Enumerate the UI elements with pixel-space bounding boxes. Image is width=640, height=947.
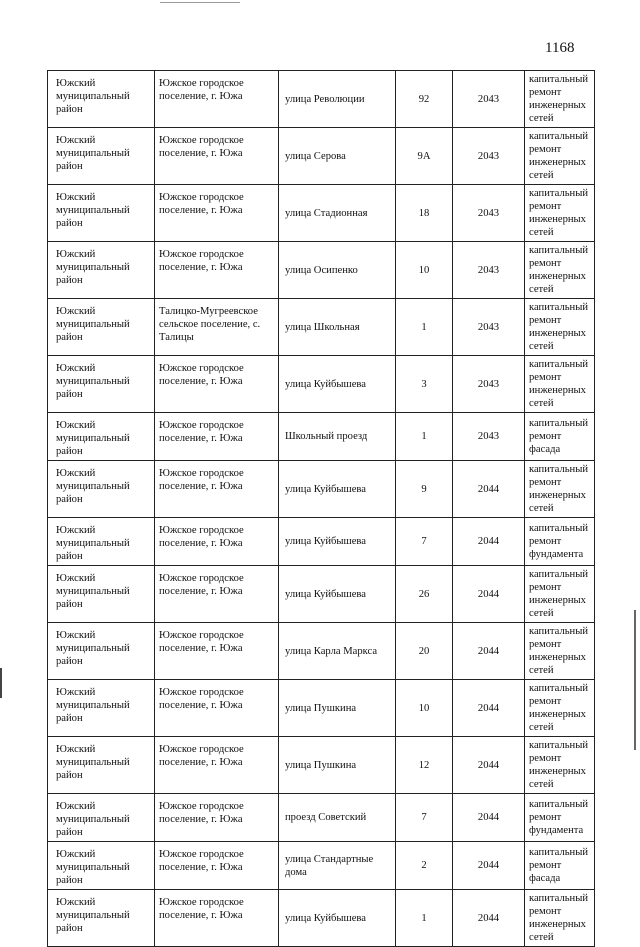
work-type-cell: капитальный ремонт инженерных сетей <box>525 185 595 242</box>
house-number-cell: 3 <box>396 356 453 413</box>
work-type-cell: капитальный ремонт фундамента <box>525 518 595 566</box>
settlement-cell: Южское городское поселение, г. Южа <box>155 737 279 794</box>
house-number-cell: 2 <box>396 842 453 890</box>
year-cell: 2043 <box>453 356 525 413</box>
settlement-cell: Южское городское поселение, г. Южа <box>155 842 279 890</box>
settlement-cell: Южское городское поселение, г. Южа <box>155 413 279 461</box>
street-cell: улица Стандартные дома <box>279 842 396 890</box>
street-cell: улица Революции <box>279 71 396 128</box>
page-number: 1168 <box>545 40 575 56</box>
district-cell: Южский муниципальный район <box>48 413 155 461</box>
district-cell: Южский муниципальный район <box>48 185 155 242</box>
work-type-cell: капитальный ремонт инженерных сетей <box>525 71 595 128</box>
street-cell: улица Куйбышева <box>279 566 396 623</box>
house-number-cell: 1 <box>396 299 453 356</box>
work-type-cell: капитальный ремонт инженерных сетей <box>525 461 595 518</box>
street-cell: улица Осипенко <box>279 242 396 299</box>
district-cell: Южский муниципальный район <box>48 842 155 890</box>
year-cell: 2044 <box>453 737 525 794</box>
settlement-cell: Южское городское поселение, г. Южа <box>155 680 279 737</box>
work-type-cell: капитальный ремонт инженерных сетей <box>525 890 595 947</box>
house-number-cell: 9 <box>396 461 453 518</box>
district-cell: Южский муниципальный район <box>48 71 155 128</box>
settlement-cell: Южское городское поселение, г. Южа <box>155 356 279 413</box>
street-cell: улица Школьная <box>279 299 396 356</box>
settlement-cell: Южское городское поселение, г. Южа <box>155 890 279 947</box>
table-row <box>48 299 595 356</box>
work-type-cell: капитальный ремонт фундамента <box>525 794 595 842</box>
scan-artifact-top <box>160 2 240 3</box>
year-cell: 2044 <box>453 794 525 842</box>
work-type-cell: капитальный ремонт инженерных сетей <box>525 242 595 299</box>
settlement-cell: Южское городское поселение, г. Южа <box>155 794 279 842</box>
settlement-cell: Южское городское поселение, г. Южа <box>155 461 279 518</box>
table-row <box>48 413 595 461</box>
house-number-cell: 1 <box>396 890 453 947</box>
settlement-cell: Южское городское поселение, г. Южа <box>155 71 279 128</box>
scan-artifact-right <box>634 610 636 750</box>
work-type-cell: капитальный ремонт инженерных сетей <box>525 566 595 623</box>
year-cell: 2044 <box>453 518 525 566</box>
house-number-cell: 10 <box>396 680 453 737</box>
scan-artifact-left <box>0 668 2 698</box>
street-cell: Школьный проезд <box>279 413 396 461</box>
table-row <box>48 566 595 623</box>
district-cell: Южский муниципальный район <box>48 737 155 794</box>
table-row <box>48 128 595 185</box>
table-body <box>48 71 595 947</box>
house-number-cell: 9А <box>396 128 453 185</box>
year-cell: 2043 <box>453 71 525 128</box>
street-cell: улица Куйбышева <box>279 518 396 566</box>
table-row <box>48 461 595 518</box>
table-row <box>48 71 595 128</box>
settlement-cell: Южское городское поселение, г. Южа <box>155 566 279 623</box>
table-row <box>48 794 595 842</box>
street-cell: проезд Советский <box>279 794 396 842</box>
street-cell: улица Куйбышева <box>279 890 396 947</box>
repair-schedule-table <box>47 70 595 947</box>
settlement-cell: Талицко-Мугреевское сельское поселение, с. Талицы <box>155 299 279 356</box>
district-cell: Южский муниципальный район <box>48 461 155 518</box>
table-row <box>48 242 595 299</box>
year-cell: 2043 <box>453 242 525 299</box>
year-cell: 2044 <box>453 566 525 623</box>
year-cell: 2043 <box>453 299 525 356</box>
table-row <box>48 680 595 737</box>
work-type-cell: капитальный ремонт инженерных сетей <box>525 680 595 737</box>
district-cell: Южский муниципальный район <box>48 356 155 413</box>
street-cell: улица Куйбышева <box>279 356 396 413</box>
district-cell: Южский муниципальный район <box>48 518 155 566</box>
year-cell: 2043 <box>453 185 525 242</box>
table-row <box>48 737 595 794</box>
street-cell: улица Карла Маркса <box>279 623 396 680</box>
street-cell: улица Стадионная <box>279 185 396 242</box>
table-row <box>48 842 595 890</box>
table-row <box>48 356 595 413</box>
house-number-cell: 1 <box>396 413 453 461</box>
district-cell: Южский муниципальный район <box>48 242 155 299</box>
year-cell: 2044 <box>453 461 525 518</box>
house-number-cell: 20 <box>396 623 453 680</box>
table-row <box>48 890 595 947</box>
work-type-cell: капитальный ремонт фасада <box>525 413 595 461</box>
settlement-cell: Южское городское поселение, г. Южа <box>155 623 279 680</box>
district-cell: Южский муниципальный район <box>48 680 155 737</box>
street-cell: улица Пушкина <box>279 680 396 737</box>
work-type-cell: капитальный ремонт фасада <box>525 842 595 890</box>
district-cell: Южский муниципальный район <box>48 890 155 947</box>
house-number-cell: 12 <box>396 737 453 794</box>
house-number-cell: 7 <box>396 794 453 842</box>
house-number-cell: 10 <box>396 242 453 299</box>
street-cell: улица Пушкина <box>279 737 396 794</box>
house-number-cell: 26 <box>396 566 453 623</box>
district-cell: Южский муниципальный район <box>48 623 155 680</box>
year-cell: 2043 <box>453 413 525 461</box>
work-type-cell: капитальный ремонт инженерных сетей <box>525 356 595 413</box>
district-cell: Южский муниципальный район <box>48 566 155 623</box>
district-cell: Южский муниципальный район <box>48 128 155 185</box>
table-row <box>48 518 595 566</box>
year-cell: 2043 <box>453 128 525 185</box>
year-cell: 2044 <box>453 623 525 680</box>
district-cell: Южский муниципальный район <box>48 794 155 842</box>
settlement-cell: Южское городское поселение, г. Южа <box>155 518 279 566</box>
street-cell: улица Куйбышева <box>279 461 396 518</box>
house-number-cell: 18 <box>396 185 453 242</box>
table-row <box>48 623 595 680</box>
settlement-cell: Южское городское поселение, г. Южа <box>155 185 279 242</box>
table-row <box>48 185 595 242</box>
house-number-cell: 92 <box>396 71 453 128</box>
work-type-cell: капитальный ремонт инженерных сетей <box>525 299 595 356</box>
year-cell: 2044 <box>453 680 525 737</box>
work-type-cell: капитальный ремонт инженерных сетей <box>525 623 595 680</box>
work-type-cell: капитальный ремонт инженерных сетей <box>525 737 595 794</box>
year-cell: 2044 <box>453 842 525 890</box>
work-type-cell: капитальный ремонт инженерных сетей <box>525 128 595 185</box>
district-cell: Южский муниципальный район <box>48 299 155 356</box>
settlement-cell: Южское городское поселение, г. Южа <box>155 128 279 185</box>
street-cell: улица Серова <box>279 128 396 185</box>
settlement-cell: Южское городское поселение, г. Южа <box>155 242 279 299</box>
year-cell: 2044 <box>453 890 525 947</box>
house-number-cell: 7 <box>396 518 453 566</box>
